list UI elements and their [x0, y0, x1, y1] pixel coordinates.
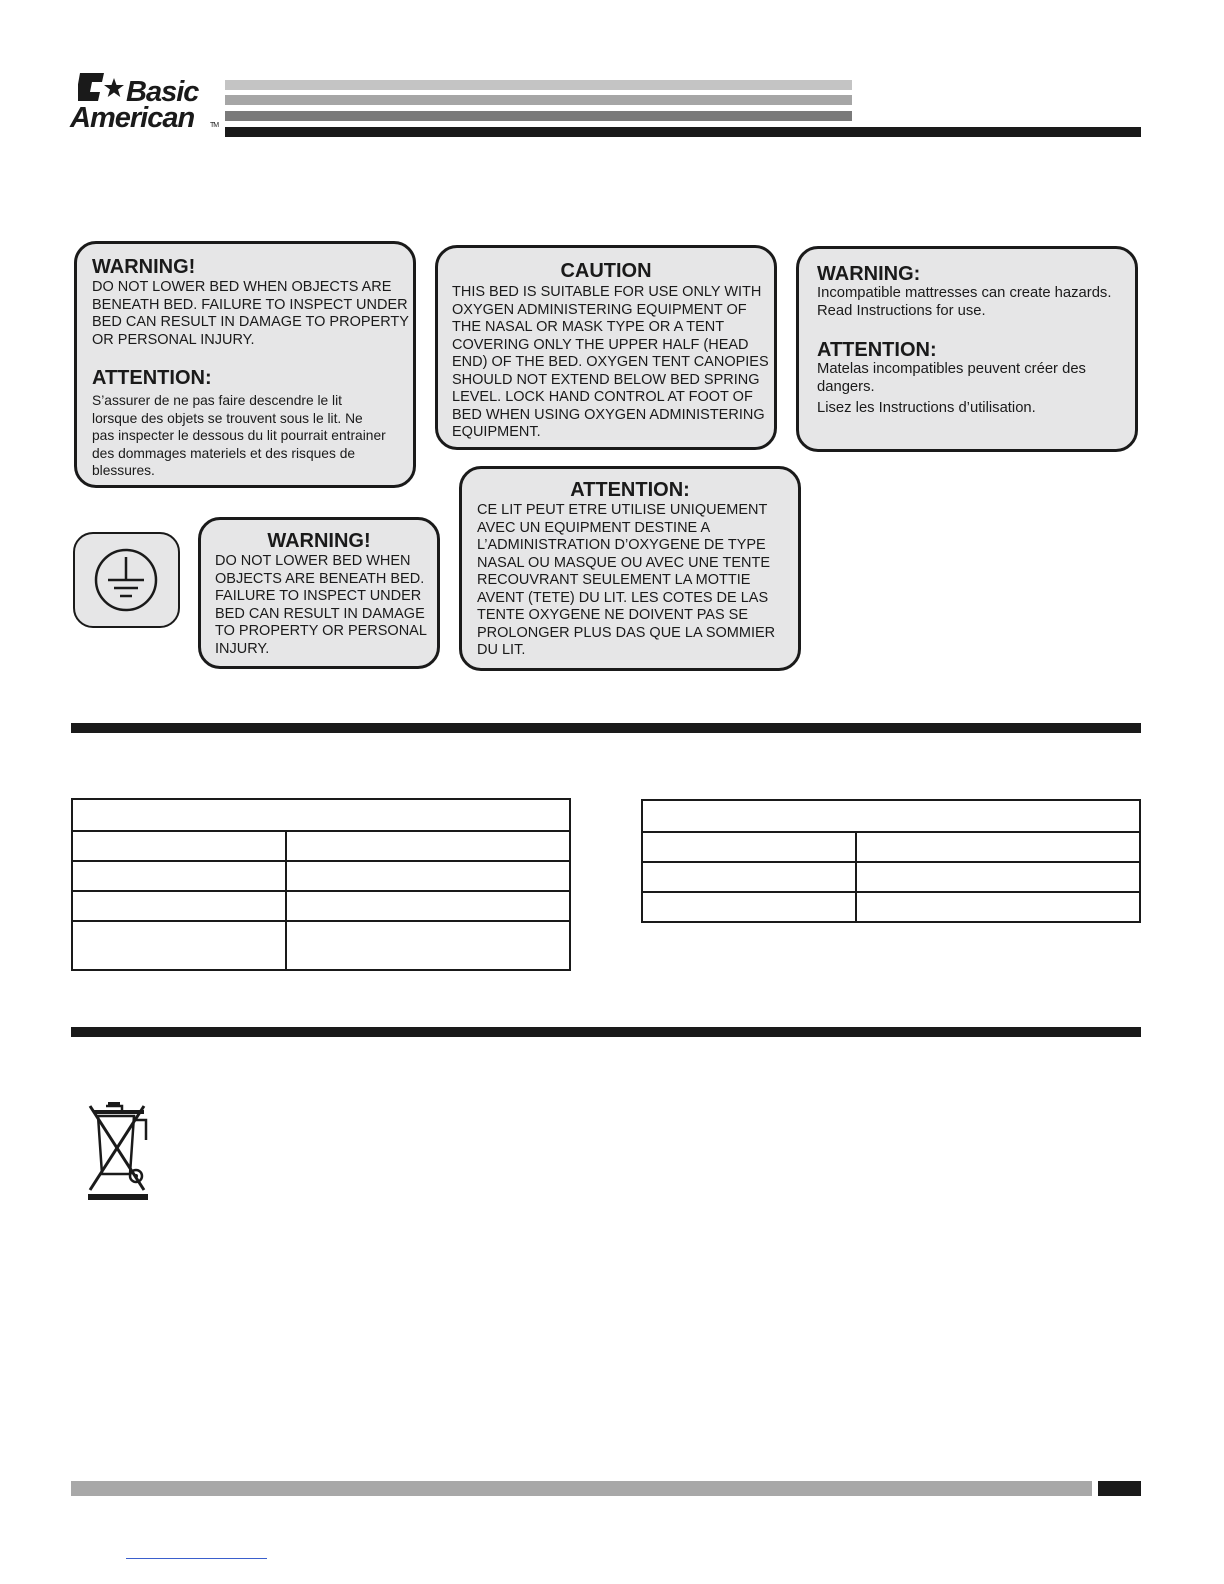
label-line: FAILURE TO INSPECT UNDER: [215, 588, 422, 604]
label-line: LEVEL. LOCK HAND CONTROL AT FOOT OF: [452, 389, 753, 405]
label-line: DO NOT LOWER BED WHEN: [215, 553, 411, 569]
label-line: BED CAN RESULT IN DAMAGE: [215, 605, 425, 622]
label-line: OXYGEN ADMINISTERING EQUIPMENT OF: [452, 301, 747, 318]
section-divider: [71, 723, 1141, 733]
table-cell: [286, 831, 570, 861]
label-title: WARNING!: [267, 530, 371, 552]
table-cell: [642, 862, 856, 892]
label-line: lorsque des objets se trouvent sous le lit. Ne: [92, 410, 363, 426]
footer-page-block: [1098, 1481, 1141, 1496]
spec-table-right: [641, 799, 1141, 923]
logo-trademark: TM: [210, 122, 219, 129]
footer-bar: [71, 1481, 1092, 1496]
label-line: L’ADMINISTRATION D’OXYGENE DE TYPE: [477, 537, 766, 553]
table-cell: [72, 891, 286, 921]
label-line: OBJECTS ARE BENEATH BED.: [215, 570, 425, 587]
label-subtitle: ATTENTION:: [817, 339, 937, 361]
label-line: S’assurer de ne pas faire descendre le lit: [92, 393, 343, 408]
label-title: CAUTION: [560, 260, 652, 282]
logo-mark-icon: [78, 72, 126, 102]
label-line: BENEATH BED. FAILURE TO INSPECT UNDER: [92, 296, 408, 313]
label-attention-oxygen-fr: [459, 466, 801, 671]
label-subtitle: ATTENTION:: [92, 367, 212, 389]
label-line: DO NOT LOWER BED WHEN OBJECTS ARE: [92, 279, 392, 295]
label-line: OR PERSONAL INJURY.: [92, 331, 255, 348]
label-line: AVENT (TETE) DU LIT. LES COTES DE LAS: [477, 589, 769, 606]
table-header-cell: [72, 799, 570, 831]
logo-word-basic: Basic: [126, 76, 199, 108]
protective-earth-ground-icon: [93, 547, 159, 613]
brand-logo: [70, 70, 220, 132]
label-line: Lisez les Instructions d’utilisation.: [817, 400, 1036, 416]
table-cell: [856, 862, 1140, 892]
label-line: EQUIPMENT.: [452, 424, 541, 440]
label-line: BED CAN RESULT IN DAMAGE TO PROPERTY: [92, 314, 409, 330]
crossed-out-wheeled-bin-icon: [86, 1100, 152, 1202]
label-line: TO PROPERTY OR PERSONAL: [215, 623, 427, 639]
label-line: pas inspecter le dessous du lit pourrait entrainer: [92, 428, 386, 443]
table-header-cell: [642, 800, 1140, 832]
label-line: CE LIT PEUT ETRE UTILISE UNIQUEMENT: [477, 502, 768, 518]
label-warning-mattress: [796, 246, 1138, 452]
label-line: des dommages materiels et des risques de: [92, 445, 356, 461]
table-cell: [72, 921, 286, 970]
header-rule: [225, 127, 1141, 137]
table-cell: [286, 921, 570, 970]
label-line: TENTE OXYGENE NE DOIVENT PAS SE: [477, 607, 748, 623]
header-stripe-light: [225, 80, 852, 90]
label-warning-lower-bed: [74, 241, 416, 488]
table-cell: [286, 861, 570, 891]
label-title: ATTENTION:: [570, 479, 690, 501]
label-line: COVERING ONLY THE UPPER HALF (HEAD: [452, 336, 749, 353]
label-line: SHOULD NOT EXTEND BELOW BED SPRING: [452, 371, 760, 388]
label-line: BED WHEN USING OXYGEN ADMINISTERING: [452, 406, 765, 423]
label-line: END) OF THE BED. OXYGEN TENT CANOPIES: [452, 354, 769, 370]
ground-symbol-label: [73, 532, 180, 628]
label-line: blessures.: [92, 463, 155, 478]
table-cell: [72, 831, 286, 861]
label-line: PROLONGER PLUS DAS QUE LA SOMMIER: [477, 624, 776, 641]
table-cell: [642, 892, 856, 922]
label-warning-small: [198, 517, 440, 669]
section-divider: [71, 1027, 1141, 1037]
label-line: Read Instructions for use.: [817, 302, 986, 319]
label-line: THE NASAL OR MASK TYPE OR A TENT: [452, 319, 725, 335]
header-stripe-dark: [225, 111, 852, 121]
label-caution-oxygen: [435, 245, 777, 450]
label-line: Incompatible mattresses can create hazards.: [817, 285, 1112, 301]
label-line: DU LIT.: [477, 642, 526, 658]
label-title: WARNING:: [817, 263, 921, 285]
table-cell: [72, 861, 286, 891]
label-line: THIS BED IS SUITABLE FOR USE ONLY WITH: [452, 284, 762, 300]
label-line: dangers.: [817, 378, 875, 395]
label-title: WARNING!: [92, 256, 196, 278]
footer-link-underline[interactable]: [126, 1558, 267, 1559]
table-cell: [642, 832, 856, 862]
header-stripe-mid: [225, 95, 852, 105]
label-line: INJURY.: [215, 640, 270, 657]
label-line: NASAL OU MASQUE OU AVEC UNE TENTE: [477, 554, 771, 571]
table-cell: [856, 892, 1140, 922]
label-line: Matelas incompatibles peuvent créer des: [817, 361, 1086, 377]
logo-word-american: American: [70, 102, 195, 134]
label-line: AVEC UN EQUIPMENT DESTINE A: [477, 519, 711, 536]
table-cell: [856, 832, 1140, 862]
table-cell: [286, 891, 570, 921]
label-line: RECOUVRANT SEULEMENT LA MOTTIE: [477, 572, 751, 588]
spec-table-left: [71, 798, 571, 971]
